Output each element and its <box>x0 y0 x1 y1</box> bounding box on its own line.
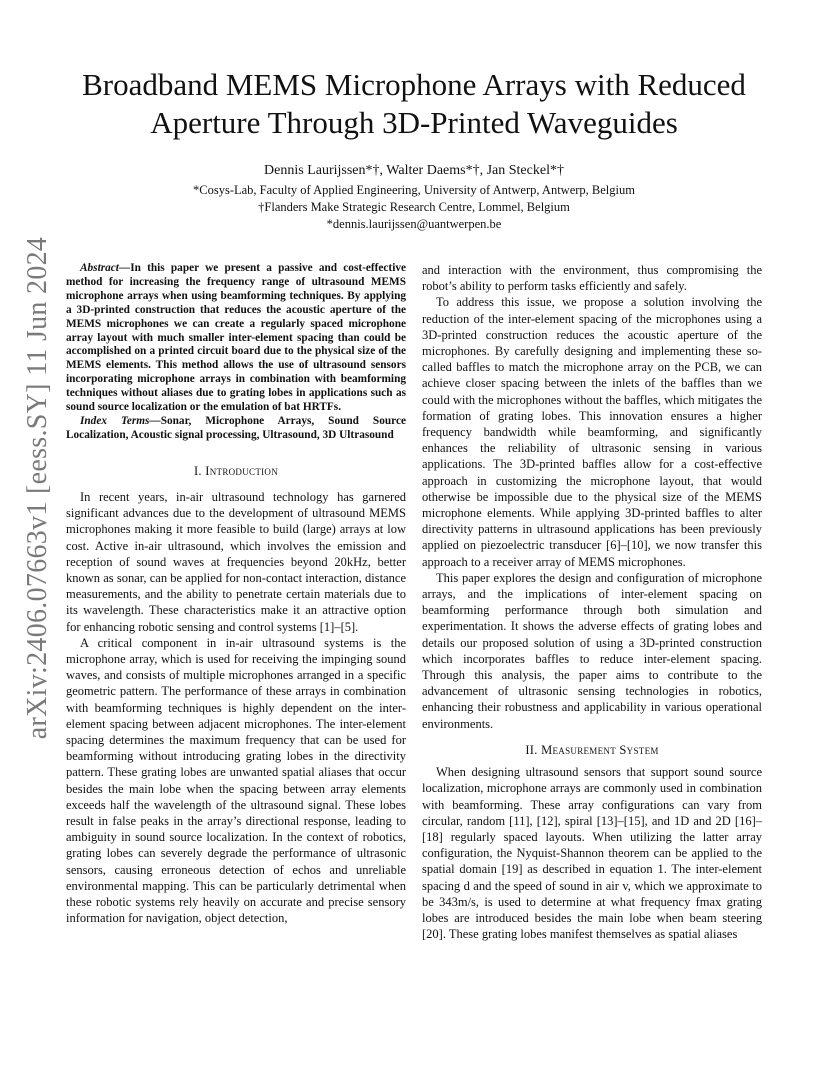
paragraph: To address this issue, we propose a solution involving the reduction of the inter-element spacing of the microphones using a 3D-printed construction reduces the acoustic aperture of the microphones. By carefully designing and implementing these so-called baffles to match the microphone array on the PCB, we can achieve closer spacing between the inlets of the baffles than we could with the microphones without the baffles, which mitigates the formation of grating lobes. This innovation ensures a higher frequency bandwidth while beamforming, and significantly enhances the reliability of ultrasonic sensing in various applications. The 3D-printed baffles allow for a cost-effective approach in customizing the microphone layout, that would otherwise be impossible due to the physical size of the MEMS microphone elements. While applying 3D-printed baffles to alter directivity patterns in ultrasound applications has been previously applied on piezoelectric transducer [6]–[10], we now transfer this approach to a receiver array of MEMS microphones. <box>422 295 762 569</box>
section-heading-introduction: I. Introduction <box>193 463 279 478</box>
abstract-text: In this paper we present a passive and cost-effective method for increasing the frequency range of ultrasound MEMS microphone arrays when using beamforming techniques. By applying a 3D-printed construction that reduces the acoustic aperture of the MEMS microphones we can create a regularly spaced microphone array layout with much smaller inter-element spacing than could be accomplished on a printed circuit board due to the physical size of the MEMS elements. This method allows the use of ultrasound sensors incorporating microphone arrays in combination with beamforming techniques without aliases due to grating lobes in applications such as sound source localization or the emulation of bat HRTFs. <box>66 262 406 414</box>
right-column <box>422 262 762 942</box>
index-terms-text: Sonar, Microphone Arrays, Sound Source Localization, Acoustic signal processing, Ultrasound, 3D Ultrasound <box>66 414 406 441</box>
affiliation-1: *Cosys-Lab, Faculty of Applied Engineering, University of Antwerp, Antwerp, Belgium <box>193 183 635 197</box>
index-terms-label: Index Terms— <box>80 414 161 427</box>
paragraph: In recent years, in-air ultrasound technology has garnered significant advances due to the development of ultrasound MEMS microphones making it more feasible to build (large) arrays at low cost. Active in-air ultrasound, which involves the emission and reception of sound waves at frequencies beyond 20kHz, better known as sonar, can be applied for non-contact interaction, distance measurements, and the ability to penetrate certain materials due to its wavelength. These characteristics make it an attractive option for enhancing robotic sensing and control systems [1]–[5]. <box>66 489 406 634</box>
paragraph: This paper explores the design and configuration of microphone arrays, and the implications of inter-element spacing on beamforming performance through both simulation and experimentation. It shows the adverse effects of grating lobes and details our proposed solution of using a 3D-printed construction which incorporates baffles to reduce inter-element spacing. Through this analysis, the paper aims to contribute to the advancement of ultrasonic sensing technologies in robotics, enhancing their robustness and applicability in various operational environments. <box>422 570 762 731</box>
arxiv-identifier <box>8 236 68 740</box>
section-heading-measurement-system: II. Measurement System <box>525 742 659 757</box>
abstract <box>66 262 406 415</box>
index-terms <box>66 415 406 443</box>
paragraph: When designing ultrasound sensors that support sound source localization, microphone arrays are commonly used in combination with beamforming. These array configurations can vary from circular, random [11], [12], spiral [13]–[15], and 1D and 2D [16]–[18] regularly spaced layouts. When utilizing the latter array configuration, the Nyquist-Shannon theorem can be applied to the spatial domain [19] as described in equation 1. The inter-element spacing d and the speed of sound in air v, which we approximate to be 343m/s, is used to determine at what frequency fmax grating lobes are introduced besides the main lobe when beam steering [20]. These grating lobes manifest themselves as spatial aliases <box>422 765 762 942</box>
author-list: Dennis Laurijssen*†, Walter Daems*†, Jan Steckel*† <box>264 163 564 178</box>
left-column <box>66 262 406 926</box>
author-email: *dennis.laurijssen@uantwerpen.be <box>326 217 502 231</box>
abstract-label: Abstract— <box>80 262 131 274</box>
paper-title: Broadband MEMS Microphone Arrays with Reduced Aperture Through 3D-Printed Waveguides <box>82 67 746 140</box>
paragraph: A critical component in in-air ultrasound systems is the microphone array, which is used for receiving the impinging sound waves, and consists of multiple microphones arranged in a specific geometric pattern. The performance of these arrays in combination with beamforming techniques is highly dependent on the inter-element spacing between adjacent microphones. The inter-element spacing determines the maximum frequency that can be used for beamforming without introducing grating lobes in the directivity pattern. These grating lobes are unwanted spatial aliases that occur besides the main lobe when the spacing between array elements exceeds half the wavelength of the ultrasound signal. These lobes result in false peaks in the array’s directional response, leading to ambiguity in sound source localization. In the context of robotics, grating lobes can severely degrade the performance of ultrasonic sensors, causing erroneous detection of echos and unreliable environmental mapping. This can be particularly detrimental when these robotic systems rely heavily on accurate and precise sensory information for navigation, object detection, <box>66 635 406 926</box>
arxiv-id-text: arXiv:2406.07663v1 [eess.SY] 11 Jun 2024 <box>22 236 53 740</box>
affiliation-2: †Flanders Make Strategic Research Centre, Lommel, Belgium <box>258 200 570 214</box>
paragraph: and interaction with the environment, thus compromising the robot’s ability to perform tasks efficiently and safely. <box>422 263 762 294</box>
